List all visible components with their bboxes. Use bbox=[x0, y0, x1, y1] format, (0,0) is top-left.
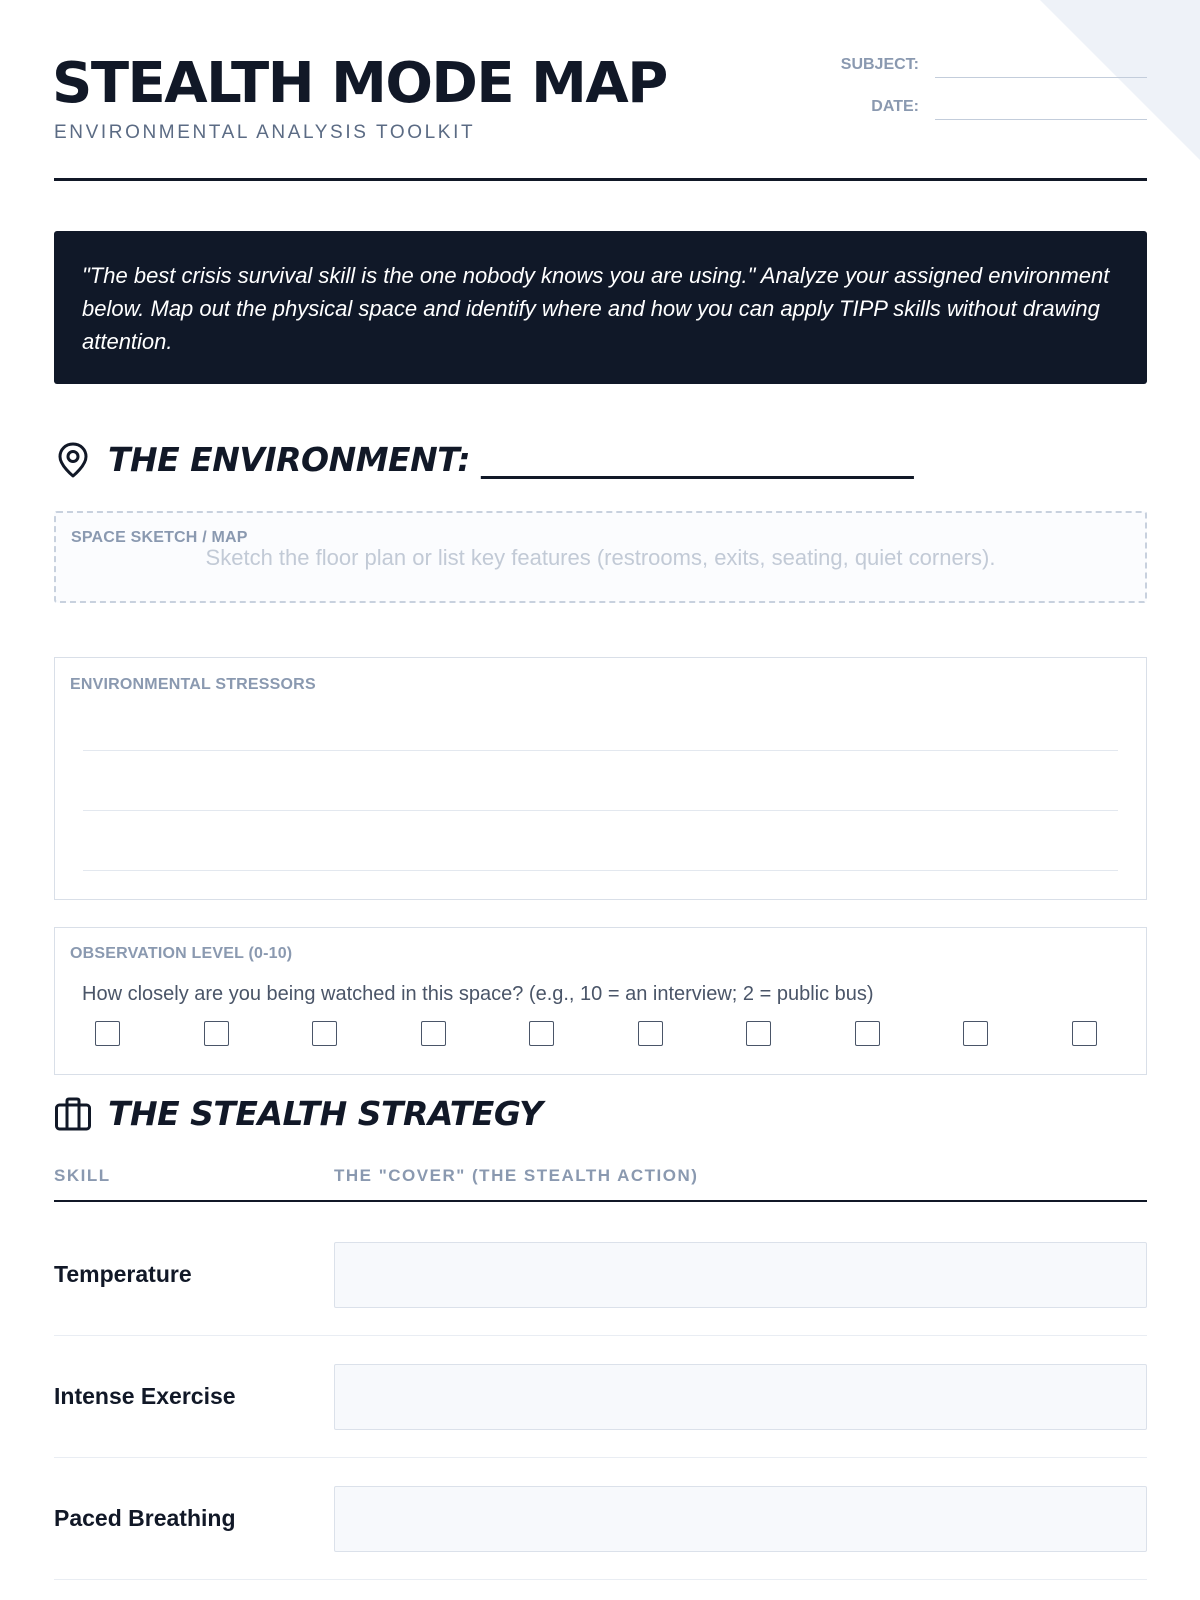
observation-checkbox[interactable] bbox=[746, 1021, 771, 1046]
worksheet-page bbox=[52, 0, 1147, 1531]
table-row bbox=[54, 1336, 1147, 1458]
page-subtitle: ENVIRONMENTAL ANALYSIS TOOLKIT bbox=[54, 122, 476, 143]
observation-checkbox[interactable] bbox=[204, 1021, 229, 1046]
date-field[interactable] bbox=[935, 94, 1147, 120]
subject-row bbox=[799, 52, 1147, 78]
table-row bbox=[54, 1214, 1147, 1336]
observation-checkboxes bbox=[95, 1021, 1097, 1046]
observation-question: How closely are you being watched in this space? (e.g., 10 = an interview; 2 = public bus) bbox=[82, 983, 874, 1005]
header bbox=[54, 0, 1147, 181]
map-pin-icon bbox=[54, 441, 92, 479]
strategy-table-header bbox=[54, 1166, 1147, 1202]
stressors-label: ENVIRONMENTAL STRESSORS bbox=[70, 676, 316, 693]
intro-text: "The best crisis survival skill is the one nobody knows you are using." Analyze your assigned environment below. Map out the physical space and identify where and how you can apply TIPP skills without drawing attention. bbox=[82, 263, 1110, 354]
stressors-box[interactable] bbox=[54, 657, 1147, 900]
observation-level-box bbox=[54, 927, 1147, 1075]
page-title: STEALTH MODE MAP bbox=[52, 51, 667, 116]
column-header-skill: SKILL bbox=[54, 1166, 111, 1185]
observation-checkbox[interactable] bbox=[1072, 1021, 1097, 1046]
observation-checkbox[interactable] bbox=[421, 1021, 446, 1046]
environment-heading bbox=[54, 440, 913, 479]
subject-field[interactable] bbox=[935, 52, 1147, 78]
space-sketch-box[interactable] bbox=[54, 511, 1147, 603]
sketch-label: SPACE SKETCH / MAP bbox=[71, 529, 248, 546]
writing-line bbox=[83, 810, 1118, 811]
observation-checkbox[interactable] bbox=[638, 1021, 663, 1046]
date-label: DATE: bbox=[871, 98, 919, 115]
briefcase-icon bbox=[54, 1095, 92, 1133]
environment-title: THE ENVIRONMENT: ___________________________ bbox=[108, 440, 914, 479]
cover-action-field[interactable] bbox=[334, 1486, 1147, 1552]
strategy-heading bbox=[54, 1094, 542, 1133]
table-row bbox=[54, 1458, 1147, 1580]
skill-name: Paced Breathing bbox=[54, 1505, 236, 1531]
skill-name: Temperature bbox=[54, 1261, 192, 1287]
observation-checkbox[interactable] bbox=[312, 1021, 337, 1046]
sketch-placeholder: Sketch the floor plan or list key features (restrooms, exits, seating, quiet corners). bbox=[205, 545, 996, 570]
column-header-cover: THE "COVER" (THE STEALTH ACTION) bbox=[334, 1166, 699, 1185]
cover-action-field[interactable] bbox=[334, 1364, 1147, 1430]
skill-name: Intense Exercise bbox=[54, 1383, 236, 1409]
writing-line bbox=[83, 870, 1118, 871]
intro-banner bbox=[54, 231, 1147, 384]
observation-checkbox[interactable] bbox=[855, 1021, 880, 1046]
subject-label: SUBJECT: bbox=[840, 56, 919, 73]
cover-action-field[interactable] bbox=[334, 1242, 1147, 1308]
observation-checkbox[interactable] bbox=[95, 1021, 120, 1046]
strategy-title: THE STEALTH STRATEGY bbox=[108, 1094, 543, 1133]
observation-checkbox[interactable] bbox=[529, 1021, 554, 1046]
writing-line bbox=[83, 750, 1118, 751]
observation-checkbox[interactable] bbox=[963, 1021, 988, 1046]
observation-label: OBSERVATION LEVEL (0-10) bbox=[70, 945, 293, 962]
date-row bbox=[799, 94, 1147, 120]
